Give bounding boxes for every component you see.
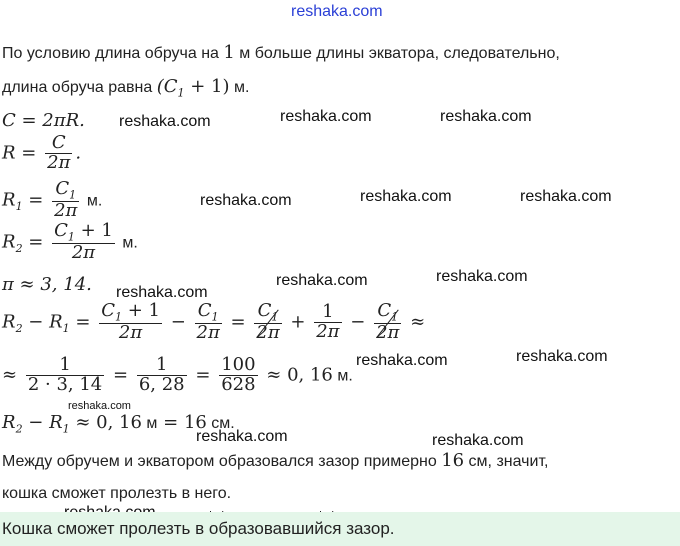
math-operator: − bbox=[350, 311, 366, 333]
watermark: reshaka.com bbox=[200, 192, 292, 209]
math-symbol: C bbox=[101, 300, 115, 321]
fraction-numerator: 1 bbox=[314, 303, 341, 323]
math-subscript: 1 bbox=[177, 86, 185, 100]
fraction-denominator: 6, 28 bbox=[138, 373, 185, 395]
math-subscript: 1 bbox=[391, 310, 399, 324]
fraction-numerator: 1 bbox=[137, 356, 187, 376]
watermark: reshaka.com bbox=[276, 272, 368, 289]
watermark: reshaka.com bbox=[516, 348, 608, 365]
math-symbol: ≈ 0, 16 bbox=[69, 412, 142, 433]
fraction bbox=[219, 356, 257, 395]
math-symbol: C bbox=[55, 178, 70, 199]
fraction-numerator bbox=[195, 302, 222, 324]
watermark: reshaka.com bbox=[436, 268, 528, 285]
fraction-denominator: 2 · 3, 14 bbox=[27, 373, 103, 395]
math-symbol: C bbox=[257, 300, 272, 321]
math-symbol: ≈ 0, 16 bbox=[266, 364, 333, 386]
fraction-denominator: 2π bbox=[316, 321, 340, 343]
watermark-top: reshaka.com bbox=[291, 3, 383, 20]
equation-numeric bbox=[2, 356, 353, 395]
math-operator: = bbox=[112, 364, 129, 386]
watermark: reshaka.com bbox=[116, 284, 208, 301]
watermark: reshaka.com bbox=[119, 113, 211, 130]
unit-label: м. bbox=[82, 192, 103, 210]
fraction-denominator: 2π bbox=[196, 322, 220, 344]
math-symbol: C bbox=[54, 220, 68, 241]
fraction-denominator: 2π bbox=[376, 322, 400, 344]
equation-result bbox=[2, 412, 235, 436]
fraction bbox=[137, 356, 187, 395]
math-symbol: C bbox=[197, 300, 212, 321]
math-symbol: − R bbox=[22, 311, 63, 333]
unit-label: м bbox=[141, 415, 158, 432]
fraction bbox=[52, 180, 79, 221]
math-operator: ≈ bbox=[2, 364, 18, 386]
math-symbol: R = bbox=[2, 142, 37, 164]
fraction bbox=[99, 302, 162, 343]
watermark: reshaka.com bbox=[360, 188, 452, 205]
fraction bbox=[314, 303, 341, 342]
intro-text: м. bbox=[229, 79, 250, 96]
fraction-denominator: 2π bbox=[47, 151, 71, 173]
math-symbol: (C bbox=[156, 76, 178, 97]
fraction bbox=[52, 222, 115, 263]
watermark: reshaka.com bbox=[520, 188, 612, 205]
intro-text: По условию длина обруча на bbox=[2, 45, 224, 62]
math-subscript: 1 bbox=[271, 310, 279, 324]
fraction bbox=[195, 302, 222, 343]
fraction-numerator: C bbox=[45, 134, 72, 154]
fraction-numerator: 100 bbox=[221, 354, 256, 375]
cancelled-fraction bbox=[254, 302, 281, 343]
math-symbol: . bbox=[75, 142, 82, 164]
answer-text: Кошка сможет пролезть в образовавшийся зазор. bbox=[2, 519, 395, 538]
math-symbol: + 1 bbox=[74, 220, 113, 241]
unit-label: см. bbox=[206, 415, 235, 432]
watermark: reshaka.com bbox=[440, 108, 532, 125]
intro-line-2 bbox=[2, 76, 249, 100]
math-subscript: 1 bbox=[114, 310, 122, 324]
math-symbol: − R bbox=[22, 412, 63, 433]
math-symbol: = bbox=[69, 311, 91, 333]
conclusion-line-1 bbox=[2, 450, 548, 471]
watermark: reshaka.com bbox=[196, 428, 288, 445]
math-symbol: R bbox=[2, 189, 16, 211]
math-symbol: + 1) bbox=[184, 76, 230, 97]
math-operator: = bbox=[195, 364, 211, 386]
math-symbol: = 16 bbox=[157, 412, 207, 433]
intro-text: м больше длины экватора, следовательно, bbox=[234, 45, 560, 62]
fraction bbox=[26, 356, 104, 395]
math-operator: − bbox=[170, 311, 186, 333]
fraction-denominator: 2π bbox=[54, 200, 78, 222]
conclusion-text: Между обручем и экватором образовался зазор примерно bbox=[2, 453, 442, 470]
math-operator: ≈ bbox=[410, 311, 426, 333]
equation-r2 bbox=[2, 222, 138, 263]
math-subscript: 1 bbox=[211, 310, 219, 324]
fraction-numerator: 1 bbox=[26, 356, 104, 376]
math-symbol: R bbox=[2, 311, 16, 333]
fraction-numerator bbox=[254, 302, 281, 324]
equation-difference bbox=[2, 302, 425, 343]
fraction bbox=[45, 134, 72, 173]
math-subscript: 1 bbox=[15, 200, 23, 214]
cancelled-fraction bbox=[374, 302, 401, 343]
math-number: 1 bbox=[223, 42, 235, 63]
math-subscript: 1 bbox=[62, 422, 70, 436]
equation-pi: π ≈ 3, 14. bbox=[2, 274, 92, 295]
fraction-numerator bbox=[99, 302, 162, 324]
fraction-numerator bbox=[374, 302, 401, 324]
math-symbol: = bbox=[22, 189, 44, 211]
fraction-denominator: 2π bbox=[71, 242, 96, 264]
equation-circumference: C = 2πR. bbox=[2, 110, 85, 131]
unit-label: м. bbox=[332, 367, 353, 385]
intro-line-1 bbox=[2, 42, 560, 63]
fraction-denominator: 628 bbox=[221, 373, 256, 395]
unit-label: м. bbox=[117, 234, 138, 252]
math-operator: + bbox=[290, 311, 306, 333]
math-number: 16 bbox=[441, 450, 465, 471]
math-subscript: 2 bbox=[15, 242, 23, 256]
fraction-numerator bbox=[52, 180, 79, 202]
watermark: reshaka.com bbox=[68, 400, 131, 412]
math-subscript: 2 bbox=[15, 322, 23, 336]
equation-r1 bbox=[2, 180, 102, 221]
math-symbol: C bbox=[377, 300, 392, 321]
math-subscript: 1 bbox=[67, 230, 75, 244]
watermark: reshaka.com bbox=[356, 352, 448, 369]
math-subscript: 1 bbox=[69, 188, 77, 202]
math-symbol: = bbox=[22, 231, 44, 253]
equation-radius bbox=[2, 134, 81, 173]
math-expr bbox=[156, 76, 230, 100]
math-symbol: R bbox=[2, 412, 16, 433]
fraction-numerator bbox=[52, 222, 115, 244]
fraction-denominator: 2π bbox=[256, 322, 280, 344]
fraction-denominator: 2π bbox=[118, 322, 143, 344]
math-operator: = bbox=[230, 311, 246, 333]
math-symbol: R bbox=[2, 231, 16, 253]
conclusion-line-2: кошка сможет пролезть в него. bbox=[2, 485, 232, 502]
watermark: reshaka.com bbox=[280, 108, 372, 125]
math-subscript: 2 bbox=[15, 422, 23, 436]
intro-text: длина обруча равна bbox=[2, 79, 157, 96]
math-symbol: + 1 bbox=[121, 300, 160, 321]
math-subscript: 1 bbox=[62, 322, 70, 336]
conclusion-text: см, значит, bbox=[464, 453, 549, 470]
watermark: reshaka.com bbox=[432, 432, 524, 449]
